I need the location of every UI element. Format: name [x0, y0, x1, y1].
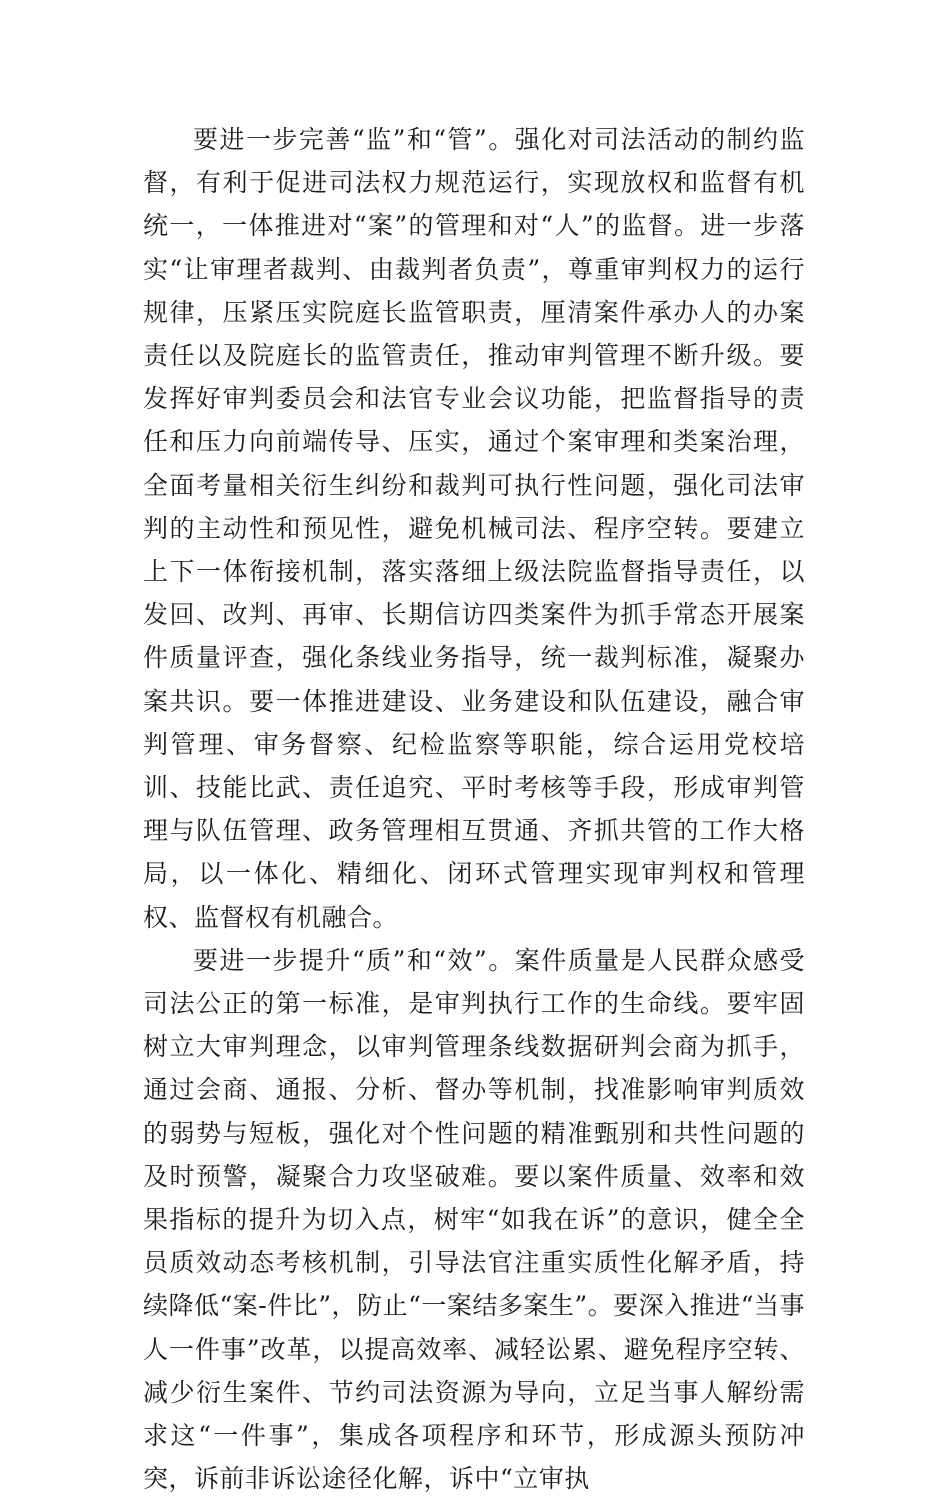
- body-text: [143, 118, 805, 1501]
- paragraph-supervision-management: 要进一步完善“监”和“管”。强化对司法活动的制约监督，有利于促进司法权力规范运行，实现放权和监督有机统一，一体推进对“案”的管理和对“人”的监督。进一步落实“让审理者裁判、由裁判者负责”，尊重审判权力的运行规律，压紧压实院庭长监管职责，厘清案件承办人的办案责任以及院庭长的监管责任，推动审判管理不断升级。要发挥好审判委员会和法官专业会议功能，把监督指导的责任和压力向前端传导、压实，通过个案审理和类案治理，全面考量相关衍生纠纷和裁判可执行性问题，强化司法审判的主动性和预见性，避免机械司法、程序空转。要建立上下一体衔接机制，落实落细上级法院监督指导责任，以发回、改判、再审、长期信访四类案件为抓手常态开展案件质量评查，强化条线业务指导，统一裁判标准，凝聚办案共识。要一体推进建设、业务建设和队伍建设，融合审判管理、审务督察、纪检监察等职能，综合运用党校培训、技能比武、责任追究、平时考核等手段，形成审判管理与队伍管理、政务管理相互贯通、齐抓共管的工作大格局，以一体化、精细化、闭环式管理实现审判权和管理权、监督权有机融合。: [143, 125, 805, 932]
- paragraph-quality-efficiency: 要进一步提升“质”和“效”。案件质量是人民群众感受司法公正的第一标准，是审判执行工作的生命线。要牢固树立大审判理念，以审判管理条线数据研判会商为抓手，通过会商、通报、分析、督办等机制，找准影响审判质效的弱势与短板，强化对个性问题的精准甄别和共性问题的及时预警，凝聚合力攻坚破难。要以案件质量、效率和效果指标的提升为切入点，树牢“如我在诉”的意识，健全全员质效动态考核机制，引导法官注重实质性化解矛盾，持续降低“案-件比”，防止“一案结多案生”。要深入推进“当事人一件事”改革，以提高效率、减轻讼累、避免程序空转、减少衍生案件、节约司法资源为导向，立足当事人解纷需求这“一件事”，集成各项程序和环节，形成源头预防冲突，诉前非诉讼途径化解，诉中“立审执: [143, 945, 805, 1494]
